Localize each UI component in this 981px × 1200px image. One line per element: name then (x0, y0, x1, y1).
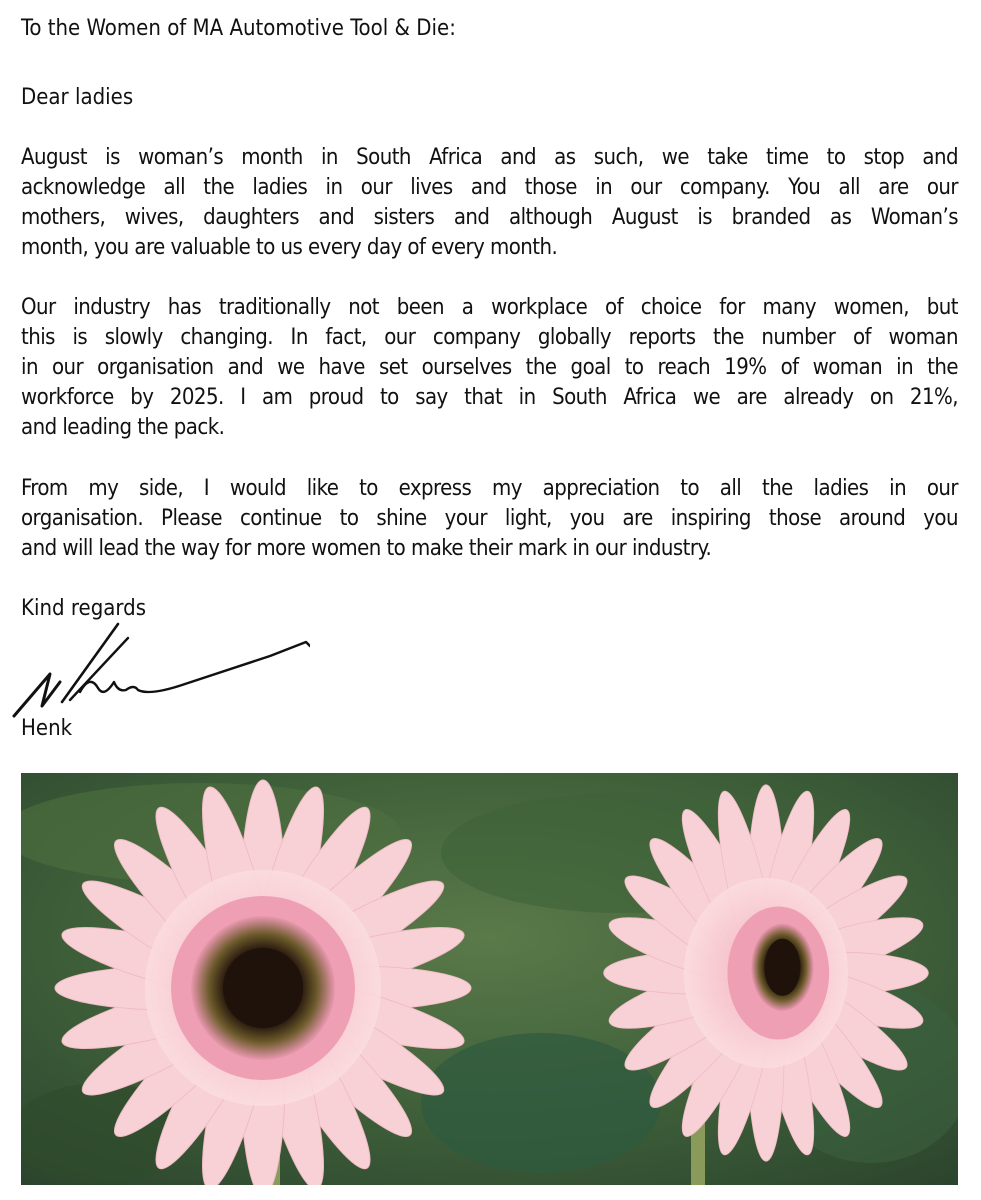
paragraph-line: and leading the pack. (21, 415, 225, 440)
paragraph-line: From my side, I would like to express my appreciation to all the ladies in our (21, 476, 958, 501)
paragraph-line: month, you are valuable to us every day of every month. (21, 235, 558, 260)
greeting: Dear ladies (21, 85, 134, 110)
paragraph-line: mothers, wives, daughters and sisters and although August is branded as Woman’s (21, 205, 958, 230)
paragraph-3 (21, 474, 958, 564)
paragraph-line: and will lead the way for more women to make their mark in our industry. (21, 536, 712, 561)
letter-heading: To the Women of MA Automotive Tool & Die: (21, 16, 456, 41)
paragraph-2 (21, 293, 958, 443)
paragraph-line: organisation. Please continue to shine your light, you are inspiring those around you (21, 506, 958, 531)
signature-icon (10, 622, 310, 722)
paragraph-line: workforce by 2025. I am proud to say that in South Africa we are already on 21%, (21, 385, 958, 410)
paragraph-1 (21, 143, 958, 263)
closing: Kind regards (21, 596, 147, 621)
paragraph-line: August is woman’s month in South Africa and as such, we take time to stop and (21, 145, 958, 170)
signer-name: Henk (21, 716, 73, 741)
paragraph-line: acknowledge all the ladies in our lives and those in our company. You all are our (21, 175, 958, 200)
paragraph-line: this is slowly changing. In fact, our company globally reports the number of woman (21, 325, 958, 350)
paragraph-line: in our organisation and we have set ourselves the goal to reach 19% of woman in the (21, 355, 958, 380)
paragraph-line: Our industry has traditionally not been a workplace of choice for many women, but (21, 295, 958, 320)
gerbera-flower-photo (21, 773, 958, 1185)
flower-image-icon (21, 773, 958, 1185)
